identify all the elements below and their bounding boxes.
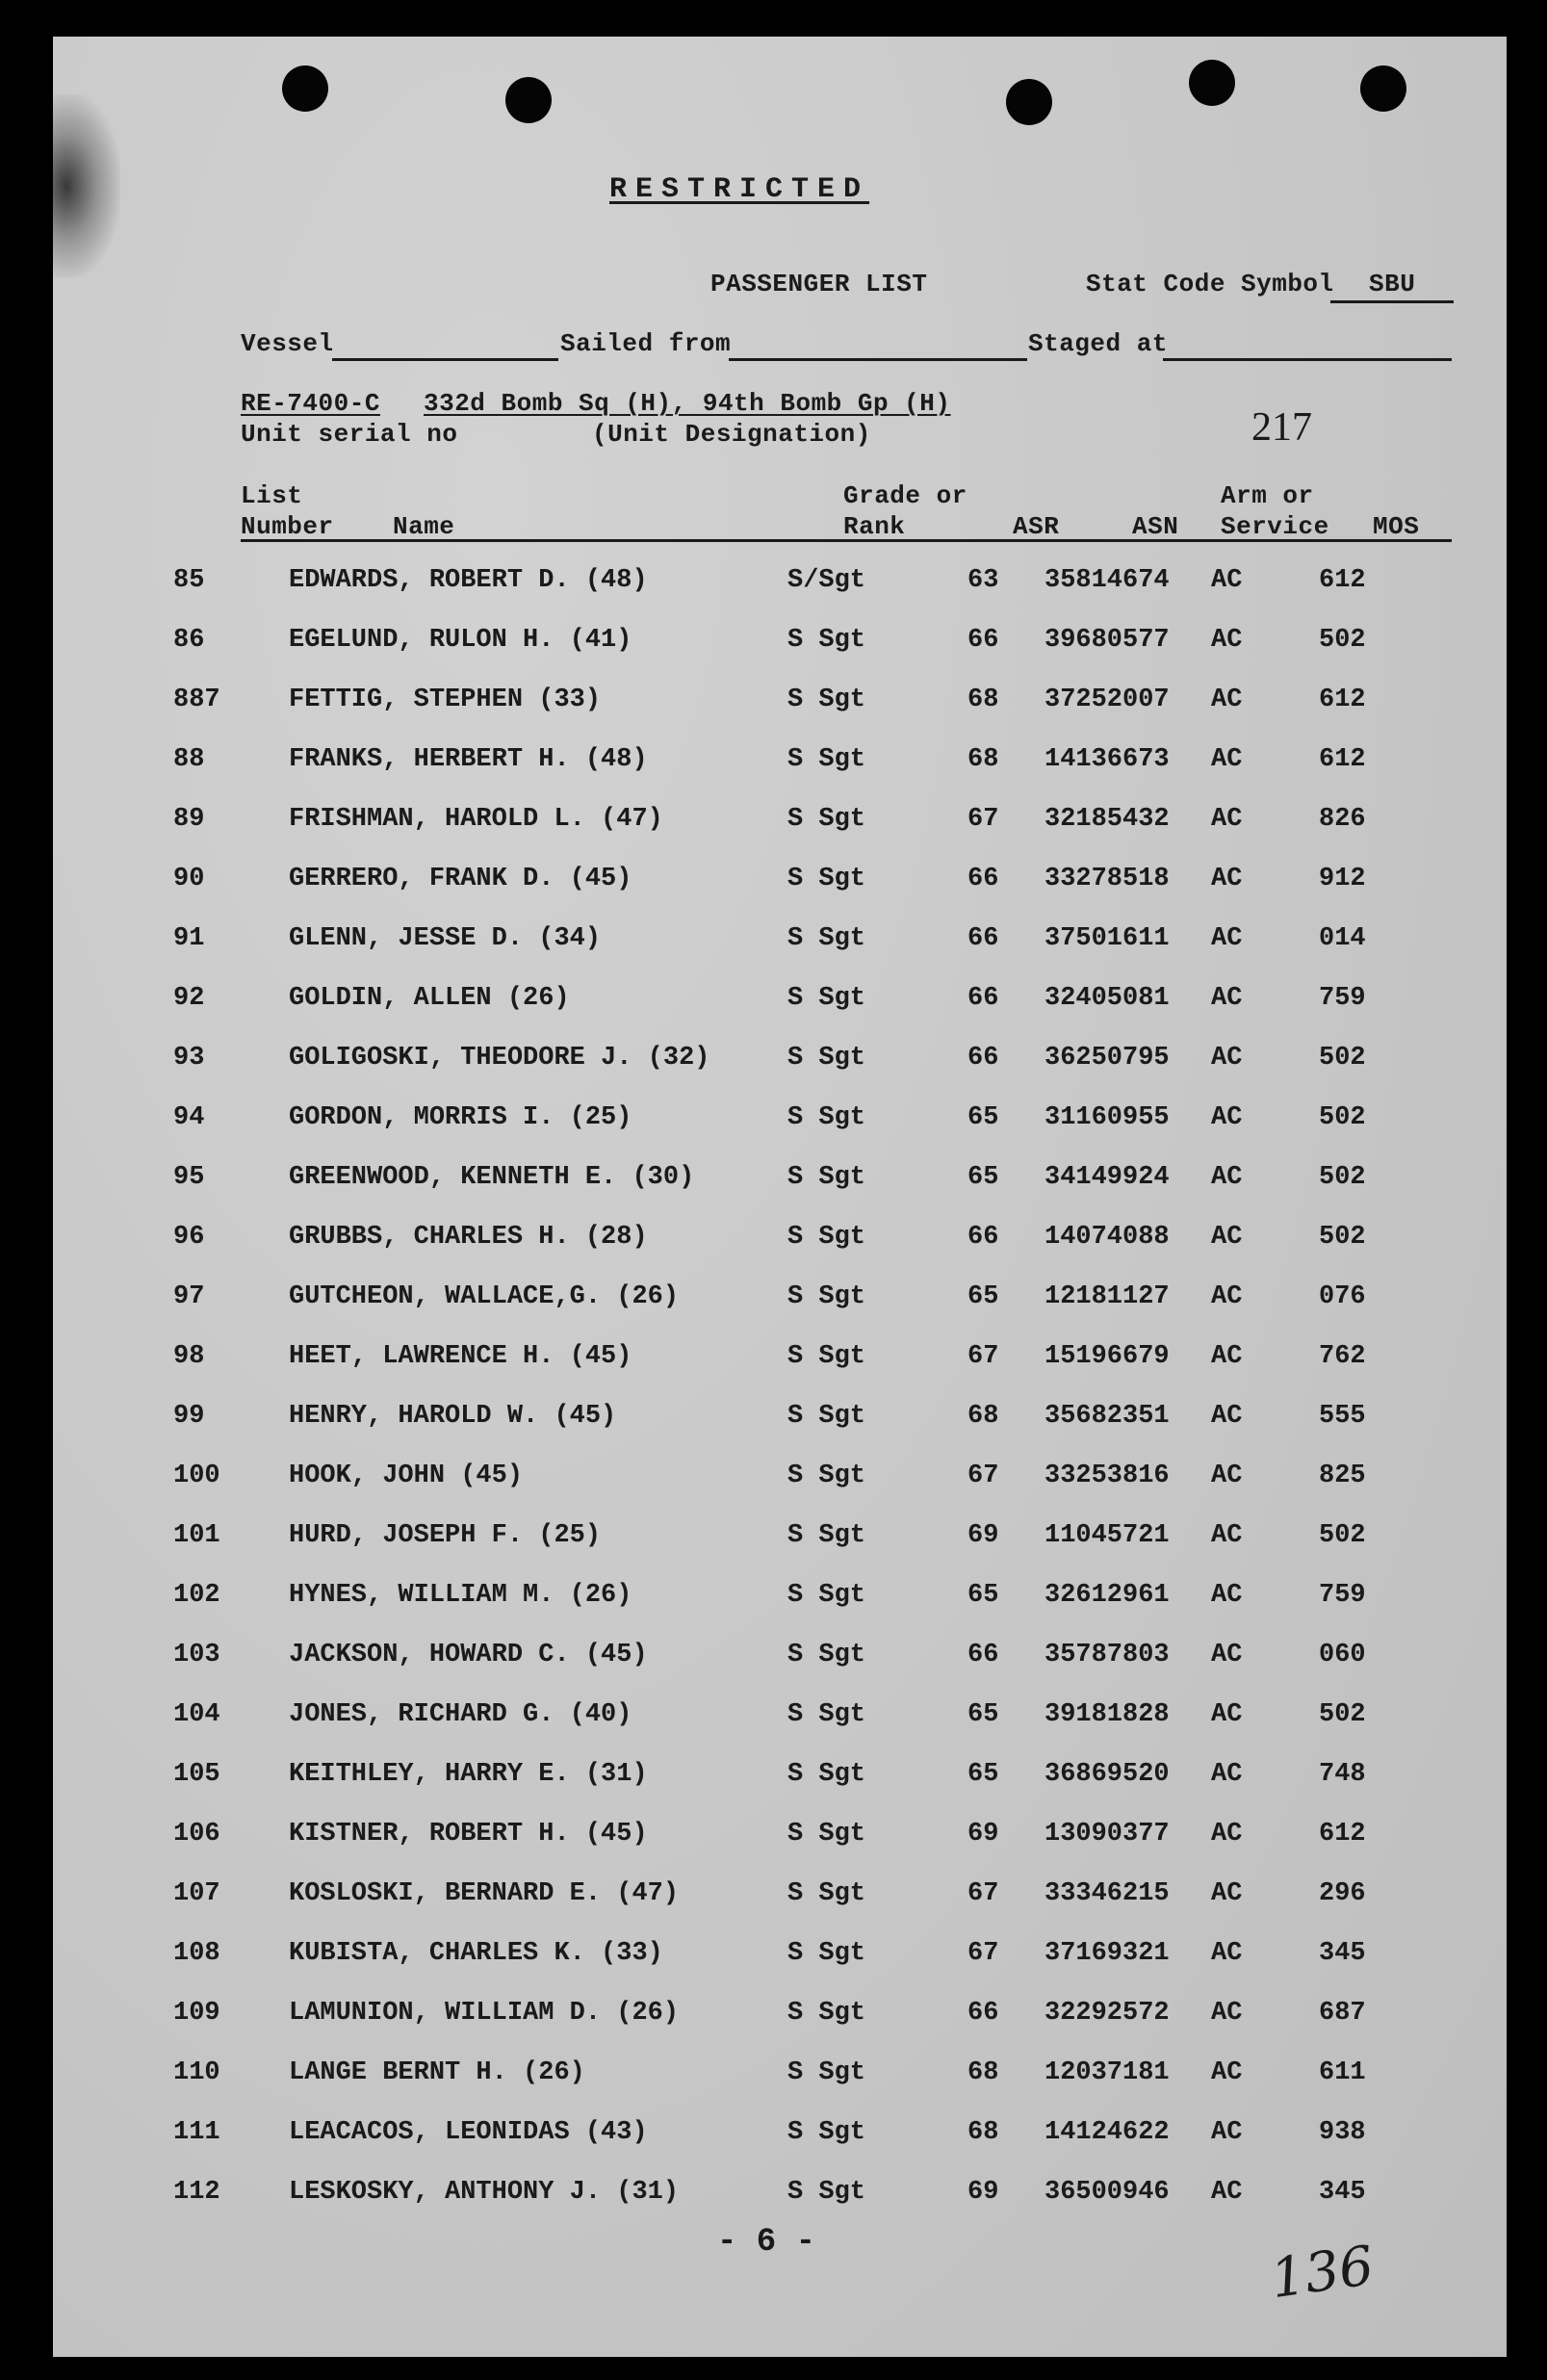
grade-rank: S Sgt <box>787 1939 866 1968</box>
classification-heading: RESTRICTED <box>609 173 870 206</box>
grade-rank: S Sgt <box>787 1999 866 2028</box>
table-row <box>0 1044 1454 1082</box>
asr-value: 67 <box>967 1939 999 1968</box>
passenger-name: LEACACOS, LEONIDAS (43) <box>289 2118 648 2147</box>
vessel-label: Vessel <box>241 329 334 358</box>
arm-service: AC <box>1211 1402 1243 1431</box>
asr-value: 69 <box>967 1521 999 1550</box>
arm-service: AC <box>1211 1939 1243 1968</box>
asr-value: 66 <box>967 924 999 953</box>
grade-rank: S Sgt <box>787 2118 866 2147</box>
grade-rank: S Sgt <box>787 1879 866 1908</box>
asr-value: 65 <box>967 1103 999 1132</box>
mos-code: 014 <box>1319 924 1366 953</box>
passenger-name: LANGE BERNT H. (26) <box>289 2058 585 2087</box>
passenger-name: HEET, LAWRENCE H. (45) <box>289 1342 632 1371</box>
table-row <box>0 1760 1454 1798</box>
column-header-asr: ASR <box>1013 512 1060 541</box>
table-row <box>0 1163 1454 1202</box>
arm-service: AC <box>1211 1521 1243 1550</box>
mos-code: 748 <box>1319 1760 1366 1789</box>
column-header-grade: Grade or <box>843 481 967 510</box>
grade-rank: S Sgt <box>787 1282 866 1311</box>
list-number: 98 <box>173 1342 205 1371</box>
asn-value: 32185432 <box>1044 805 1170 834</box>
mos-code: 502 <box>1319 1044 1366 1073</box>
passenger-name: EDWARDS, ROBERT D. (48) <box>289 566 648 595</box>
stat-code-label: Stat Code Symbol <box>1086 270 1334 298</box>
asn-value: 35682351 <box>1044 1402 1170 1431</box>
asn-value: 37252007 <box>1044 686 1170 714</box>
passenger-name: GOLIGOSKI, THEODORE J. (32) <box>289 1044 710 1073</box>
table-row <box>0 566 1454 605</box>
asn-value: 34149924 <box>1044 1163 1170 1192</box>
ink-smudge <box>53 94 120 277</box>
list-number: 88 <box>173 745 205 774</box>
list-number: 85 <box>173 566 205 595</box>
list-number: 110 <box>173 2058 220 2087</box>
arm-service: AC <box>1211 2178 1243 2207</box>
column-header-arm: Arm or <box>1221 481 1314 510</box>
passenger-name: EGELUND, RULON H. (41) <box>289 626 632 655</box>
table-row <box>0 1581 1454 1619</box>
grade-rank: S Sgt <box>787 745 866 774</box>
grade-rank: S Sgt <box>787 2058 866 2087</box>
table-row <box>0 1879 1454 1918</box>
asn-value: 37501611 <box>1044 924 1170 953</box>
passenger-name: FETTIG, STEPHEN (33) <box>289 686 602 714</box>
asn-value: 36869520 <box>1044 1760 1170 1789</box>
passenger-name: HURD, JOSEPH F. (25) <box>289 1521 602 1550</box>
table-row <box>0 2118 1454 2157</box>
asn-value: 37169321 <box>1044 1939 1170 1968</box>
table-row <box>0 1521 1454 1560</box>
document-title: PASSENGER LIST <box>710 270 928 298</box>
grade-rank: S Sgt <box>787 1103 866 1132</box>
list-number: 887 <box>173 686 220 714</box>
mos-code: 502 <box>1319 1163 1366 1192</box>
unit-designation-label: (Unit Designation) <box>592 420 871 449</box>
punch-hole <box>282 65 328 112</box>
arm-service: AC <box>1211 626 1243 655</box>
table-row <box>0 1641 1454 1679</box>
table-row <box>0 1282 1454 1321</box>
column-header-name: Name <box>393 512 455 541</box>
asn-value: 32612961 <box>1044 1581 1170 1610</box>
page-number: 217 <box>1251 405 1312 450</box>
asn-value: 13090377 <box>1044 1820 1170 1849</box>
asr-value: 63 <box>967 566 999 595</box>
header-rule <box>241 539 1452 542</box>
table-row <box>0 1342 1454 1381</box>
asr-value: 66 <box>967 865 999 893</box>
column-header-list: List <box>241 481 303 510</box>
list-number: 105 <box>173 1760 220 1789</box>
arm-service: AC <box>1211 865 1243 893</box>
asr-value: 65 <box>967 1581 999 1610</box>
asn-value: 32405081 <box>1044 984 1170 1013</box>
list-number: 99 <box>173 1402 205 1431</box>
column-header-rank: Rank <box>843 512 906 541</box>
list-number: 94 <box>173 1103 205 1132</box>
arm-service: AC <box>1211 1820 1243 1849</box>
passenger-name: FRISHMAN, HAROLD L. (47) <box>289 805 663 834</box>
list-number: 91 <box>173 924 205 953</box>
asn-value: 14136673 <box>1044 745 1170 774</box>
asn-value: 31160955 <box>1044 1103 1170 1132</box>
unit-serial-value: RE-7400-C <box>241 389 380 418</box>
mos-code: 555 <box>1319 1402 1366 1431</box>
list-number: 101 <box>173 1521 220 1550</box>
arm-service: AC <box>1211 1700 1243 1729</box>
asr-value: 66 <box>967 626 999 655</box>
column-header-asn: ASN <box>1132 512 1179 541</box>
staged-at-blank <box>1163 358 1452 361</box>
mos-code: 759 <box>1319 984 1366 1013</box>
table-row <box>0 1999 1454 2037</box>
grade-rank: S Sgt <box>787 984 866 1013</box>
punch-hole <box>1189 60 1235 106</box>
asn-value: 33253816 <box>1044 1462 1170 1490</box>
asr-value: 65 <box>967 1700 999 1729</box>
asn-value: 36250795 <box>1044 1044 1170 1073</box>
grade-rank: S Sgt <box>787 865 866 893</box>
asn-value: 33278518 <box>1044 865 1170 893</box>
mos-code: 826 <box>1319 805 1366 834</box>
mos-code: 687 <box>1319 1999 1366 2028</box>
mos-code: 759 <box>1319 1581 1366 1610</box>
asr-value: 66 <box>967 1044 999 1073</box>
grade-rank: S Sgt <box>787 1521 866 1550</box>
arm-service: AC <box>1211 1282 1243 1311</box>
arm-service: AC <box>1211 1581 1243 1610</box>
arm-service: AC <box>1211 566 1243 595</box>
table-row <box>0 1939 1454 1978</box>
table-row <box>0 865 1454 903</box>
list-number: 90 <box>173 865 205 893</box>
mos-code: 502 <box>1319 626 1366 655</box>
asr-value: 68 <box>967 686 999 714</box>
passenger-name: GREENWOOD, KENNETH E. (30) <box>289 1163 695 1192</box>
asn-value: 14124622 <box>1044 2118 1170 2147</box>
grade-rank: S Sgt <box>787 805 866 834</box>
list-number: 86 <box>173 626 205 655</box>
list-number: 112 <box>173 2178 220 2207</box>
asr-value: 65 <box>967 1163 999 1192</box>
mos-code: 912 <box>1319 865 1366 893</box>
passenger-name: HENRY, HAROLD W. (45) <box>289 1402 617 1431</box>
arm-service: AC <box>1211 1223 1243 1252</box>
grade-rank: S Sgt <box>787 1462 866 1490</box>
grade-rank: S Sgt <box>787 1223 866 1252</box>
passenger-name: GUTCHEON, WALLACE,G. (26) <box>289 1282 680 1311</box>
arm-service: AC <box>1211 1879 1243 1908</box>
table-row <box>0 626 1454 664</box>
arm-service: AC <box>1211 1342 1243 1371</box>
arm-service: AC <box>1211 745 1243 774</box>
arm-service: AC <box>1211 2058 1243 2087</box>
mos-code: 612 <box>1319 686 1366 714</box>
arm-service: AC <box>1211 1999 1243 2028</box>
asr-value: 66 <box>967 1999 999 2028</box>
table-row <box>0 924 1454 963</box>
asr-value: 67 <box>967 1879 999 1908</box>
grade-rank: S Sgt <box>787 1641 866 1669</box>
grade-rank: S Sgt <box>787 1760 866 1789</box>
arm-service: AC <box>1211 686 1243 714</box>
table-row <box>0 2058 1454 2097</box>
unit-designation-value: 332d Bomb Sq (H), 94th Bomb Gp (H) <box>424 389 951 418</box>
column-header-service: Service <box>1221 512 1329 541</box>
passenger-name: GERRERO, FRANK D. (45) <box>289 865 632 893</box>
sailed-from-blank <box>729 358 1027 361</box>
punch-hole <box>1006 79 1052 125</box>
passenger-name: KISTNER, ROBERT H. (45) <box>289 1820 648 1849</box>
handwritten-number: 136 <box>1266 2234 1378 2312</box>
asr-value: 66 <box>967 984 999 1013</box>
asn-value: 39680577 <box>1044 626 1170 655</box>
passenger-name: GORDON, MORRIS I. (25) <box>289 1103 632 1132</box>
grade-rank: S Sgt <box>787 1163 866 1192</box>
column-header-mos: MOS <box>1373 512 1420 541</box>
asn-value: 32292572 <box>1044 1999 1170 2028</box>
asn-value: 14074088 <box>1044 1223 1170 1252</box>
asr-value: 68 <box>967 2118 999 2147</box>
mos-code: 825 <box>1319 1462 1366 1490</box>
asr-value: 67 <box>967 1342 999 1371</box>
list-number: 97 <box>173 1282 205 1311</box>
arm-service: AC <box>1211 984 1243 1013</box>
passenger-name: HOOK, JOHN (45) <box>289 1462 524 1490</box>
asr-value: 67 <box>967 805 999 834</box>
passenger-name: GLENN, JESSE D. (34) <box>289 924 602 953</box>
arm-service: AC <box>1211 1044 1243 1073</box>
mos-code: 076 <box>1319 1282 1366 1311</box>
mos-code: 502 <box>1319 1223 1366 1252</box>
grade-rank: S Sgt <box>787 1820 866 1849</box>
list-number: 103 <box>173 1641 220 1669</box>
list-number: 100 <box>173 1462 220 1490</box>
asr-value: 66 <box>967 1641 999 1669</box>
list-number: 92 <box>173 984 205 1013</box>
sailed-from-label: Sailed from <box>560 329 732 358</box>
grade-rank: S Sgt <box>787 1044 866 1073</box>
mos-code: 938 <box>1319 2118 1366 2147</box>
table-row <box>0 745 1454 784</box>
asn-value: 36500946 <box>1044 2178 1170 2207</box>
passenger-name: GRUBBS, CHARLES H. (28) <box>289 1223 648 1252</box>
asn-value: 12181127 <box>1044 1282 1170 1311</box>
arm-service: AC <box>1211 805 1243 834</box>
grade-rank: S Sgt <box>787 1342 866 1371</box>
grade-rank: S Sgt <box>787 1581 866 1610</box>
grade-rank: S/Sgt <box>787 566 866 595</box>
grade-rank: S Sgt <box>787 924 866 953</box>
asn-value: 12037181 <box>1044 2058 1170 2087</box>
arm-service: AC <box>1211 1462 1243 1490</box>
table-row <box>0 805 1454 843</box>
mos-code: 502 <box>1319 1700 1366 1729</box>
grade-rank: S Sgt <box>787 1700 866 1729</box>
arm-service: AC <box>1211 1163 1243 1192</box>
table-row <box>0 1103 1454 1142</box>
column-header-number: Number <box>241 512 334 541</box>
passenger-name: LAMUNION, WILLIAM D. (26) <box>289 1999 680 2028</box>
list-number: 95 <box>173 1163 205 1192</box>
table-row <box>0 1402 1454 1440</box>
stat-code-line <box>1330 300 1454 303</box>
asr-value: 68 <box>967 1402 999 1431</box>
page-mark: - 6 - <box>717 2224 816 2261</box>
mos-code: 345 <box>1319 1939 1366 1968</box>
asn-value: 33346215 <box>1044 1879 1170 1908</box>
table-row <box>0 1820 1454 1858</box>
asr-value: 69 <box>967 2178 999 2207</box>
asn-value: 39181828 <box>1044 1700 1170 1729</box>
passenger-name: KUBISTA, CHARLES K. (33) <box>289 1939 663 1968</box>
mos-code: 296 <box>1319 1879 1366 1908</box>
passenger-name: GOLDIN, ALLEN (26) <box>289 984 570 1013</box>
mos-code: 345 <box>1319 2178 1366 2207</box>
staged-at-label: Staged at <box>1028 329 1168 358</box>
mos-code: 612 <box>1319 1820 1366 1849</box>
passenger-name: KOSLOSKI, BERNARD E. (47) <box>289 1879 680 1908</box>
list-number: 109 <box>173 1999 220 2028</box>
asn-value: 35787803 <box>1044 1641 1170 1669</box>
grade-rank: S Sgt <box>787 626 866 655</box>
passenger-name: KEITHLEY, HARRY E. (31) <box>289 1760 648 1789</box>
passenger-name: JONES, RICHARD G. (40) <box>289 1700 632 1729</box>
asr-value: 65 <box>967 1282 999 1311</box>
list-number: 93 <box>173 1044 205 1073</box>
asr-value: 67 <box>967 1462 999 1490</box>
arm-service: AC <box>1211 1641 1243 1669</box>
table-row <box>0 1462 1454 1500</box>
table-row <box>0 1700 1454 1739</box>
mos-code: 612 <box>1319 566 1366 595</box>
passenger-name: FRANKS, HERBERT H. (48) <box>289 745 648 774</box>
arm-service: AC <box>1211 1760 1243 1789</box>
punch-hole <box>505 77 552 123</box>
list-number: 96 <box>173 1223 205 1252</box>
stat-code-value: SBU <box>1369 270 1416 298</box>
table-row <box>0 2178 1454 2216</box>
mos-code: 060 <box>1319 1641 1366 1669</box>
list-number: 111 <box>173 2118 220 2147</box>
passenger-name: JACKSON, HOWARD C. (45) <box>289 1641 648 1669</box>
asr-value: 65 <box>967 1760 999 1789</box>
arm-service: AC <box>1211 2118 1243 2147</box>
grade-rank: S Sgt <box>787 1402 866 1431</box>
asn-value: 35814674 <box>1044 566 1170 595</box>
arm-service: AC <box>1211 924 1243 953</box>
table-row <box>0 686 1454 724</box>
vessel-blank <box>332 358 558 361</box>
punch-hole <box>1360 65 1406 112</box>
list-number: 106 <box>173 1820 220 1849</box>
list-number: 104 <box>173 1700 220 1729</box>
list-number: 89 <box>173 805 205 834</box>
mos-code: 762 <box>1319 1342 1366 1371</box>
grade-rank: S Sgt <box>787 686 866 714</box>
table-row <box>0 1223 1454 1261</box>
mos-code: 612 <box>1319 745 1366 774</box>
asr-value: 69 <box>967 1820 999 1849</box>
list-number: 102 <box>173 1581 220 1610</box>
passenger-name: LESKOSKY, ANTHONY J. (31) <box>289 2178 680 2207</box>
passenger-name: HYNES, WILLIAM M. (26) <box>289 1581 632 1610</box>
table-row <box>0 984 1454 1022</box>
grade-rank: S Sgt <box>787 2178 866 2207</box>
asn-value: 11045721 <box>1044 1521 1170 1550</box>
asn-value: 15196679 <box>1044 1342 1170 1371</box>
asr-value: 66 <box>967 1223 999 1252</box>
mos-code: 502 <box>1319 1521 1366 1550</box>
asr-value: 68 <box>967 745 999 774</box>
asr-value: 68 <box>967 2058 999 2087</box>
list-number: 107 <box>173 1879 220 1908</box>
unit-serial-label: Unit serial no <box>241 420 458 449</box>
list-number: 108 <box>173 1939 220 1968</box>
mos-code: 502 <box>1319 1103 1366 1132</box>
mos-code: 611 <box>1319 2058 1366 2087</box>
arm-service: AC <box>1211 1103 1243 1132</box>
